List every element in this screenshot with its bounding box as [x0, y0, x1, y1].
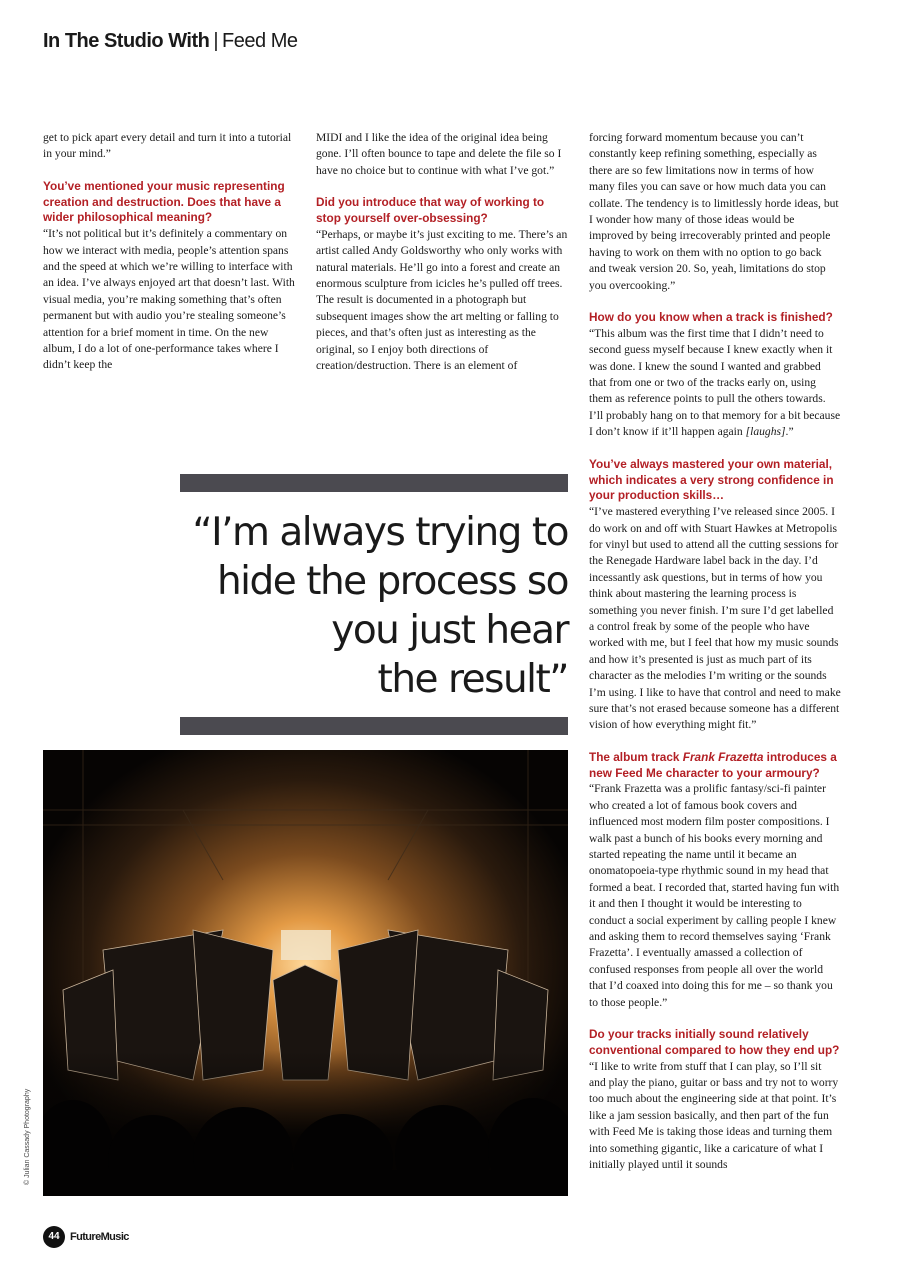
- section-header: [43, 30, 297, 53]
- paragraph: “I’ve mastered everything I’ve released since 2005. I do work on and off with Stuart Hawkes at Metropolis for vinyl but used to attend all the cutting sessions for the Renegade Hardware label back in the day. I’d incessantly ask questions, but in terms of how you think about mastering the learning process is something you never finish. I’m sure I’d get labelled a control freak by some of the people who have worked with me, but I feel that how my music sounds and how it’s presented is just as much part of its character as the melodies I’m writing or the sounds I’m using. I like to have that control and need to make sure that’s not erased because someone has a different vision of how everything might fit.”: [589, 505, 841, 732]
- paragraph: “This album was the first time that I didn’t need to second guess myself because I knew exactly when it was done. I knew the sound I wanted and grabbed that from one or two of the tracks early on, using them as reference points to pull the others towards. I’ll probably hang on to that memory for a bit because I don’t know if it’ll happen again [laughs].”: [589, 326, 841, 439]
- paragraph: get to pick apart every detail and turn it into a tutorial in your mind.”: [43, 131, 292, 161]
- paragraph: “It’s not political but it’s definitely a commentary on how we interact with media, people’s attention spans and the speed at which we’re willing to interface with an idea. I’ve always enjoyed art that doesn’t last. With visual media, you’re making something that’s often permanent but with audio you’re stealing someone’s attention for a brief moment in time. On the new album, I do a lot of one-performance takes where I didn’t keep the: [43, 227, 295, 372]
- header-separator: |: [213, 30, 219, 52]
- page-number: 44: [43, 1226, 65, 1248]
- photo-credit: © Julian Cassady Photography: [24, 1088, 31, 1185]
- artist-name: Feed Me: [222, 30, 298, 52]
- pullquote-line: “I’m always trying to: [192, 510, 568, 555]
- column-2: [316, 130, 568, 390]
- question-heading: Did you introduce that way of working to stop yourself over-obsessing?: [316, 195, 545, 226]
- pullquote-bottom-bar: [180, 717, 568, 735]
- concert-photo: [43, 750, 568, 1196]
- pullquote-line: you just hear: [331, 608, 568, 653]
- paragraph: “Frank Frazetta was a prolific fantasy/sci-fi painter who created a lot of famous book covers and influenced most modern film poster compositions. I walk past a bunch of his books every morning and started repeating the name until it became an onomatopoeia-type rhythmic sound in my head that formed a beat. I recorded that, started having fun with it and then I thought it would be interesting to conduct a social experiment by calling people I knew and asking them to record themselves saying ‘Frank Frazetta’. I eventually amassed a collection of confused responses from people all over the world that I’d coaxed into doing this for me – so thank you to those people.”: [589, 782, 840, 1009]
- column-3: [589, 130, 841, 1190]
- paragraph: MIDI and I like the idea of the original idea being gone. I’ll often bounce to tape and delete the file so I have no choice but to continue with what I’ve got.”: [316, 131, 562, 177]
- pullquote: [180, 508, 568, 704]
- question-heading: Do your tracks initially sound relatively conventional compared to how they end up?: [589, 1027, 840, 1057]
- question-heading: How do you know when a track is finished?: [589, 310, 833, 325]
- paragraph: forcing forward momentum because you can’t constantly keep refining something, especially as there are so few limitations now in terms of how many files you can save or how much data you can collate. The tendency is to limitlessly horde ideas, but I wonder how many of those ideas would be improved by being irrecoverably printed and people having to work on them with no option to go back and tweak version 20. So, yeah, limitations do stop you overcooking.”: [589, 131, 839, 292]
- concert-stage-image: [43, 750, 568, 1196]
- column-1: [43, 130, 295, 390]
- paragraph: “Perhaps, or maybe it’s just exciting to me. There’s an artist called Andy Goldsworthy who only works with natural materials. He’ll go into a forest and create an enormous sculpture from icicles he’s pulled off trees. The result is documented in a photograph but subsequent images show the art melting or falling to pieces, and that’s often just as interesting as the original, so I enjoy both directions of creation/destruction. There is an element of: [316, 227, 568, 373]
- section-title: In The Studio With: [43, 30, 210, 52]
- question-heading: You’ve mentioned your music representing creation and destruction. Does that have a wider philosophical meaning?: [43, 178, 285, 225]
- pullquote-top-bar: [180, 474, 568, 492]
- magazine-logo: FutureMusic: [70, 1231, 129, 1243]
- question-heading: The album track Frank Frazetta introduces a new Feed Me character to your armoury?: [589, 749, 837, 780]
- pullquote-line: the result”: [377, 657, 568, 702]
- question-heading: You’ve always mastered your own material, which indicates a very strong confidence in your production skills…: [589, 456, 834, 503]
- pullquote-line: hide the process so: [216, 559, 568, 604]
- paragraph: “I like to write from stuff that I can play, so I’ll sit and play the piano, guitar or bass and try not to worry too much about the engineering side at that point. It’s like a jam session basically, and then part of the fun with Feed Me is taking those ideas and turning them into something gigantic, like a caricature of what I initially played until it sounds: [589, 1059, 839, 1172]
